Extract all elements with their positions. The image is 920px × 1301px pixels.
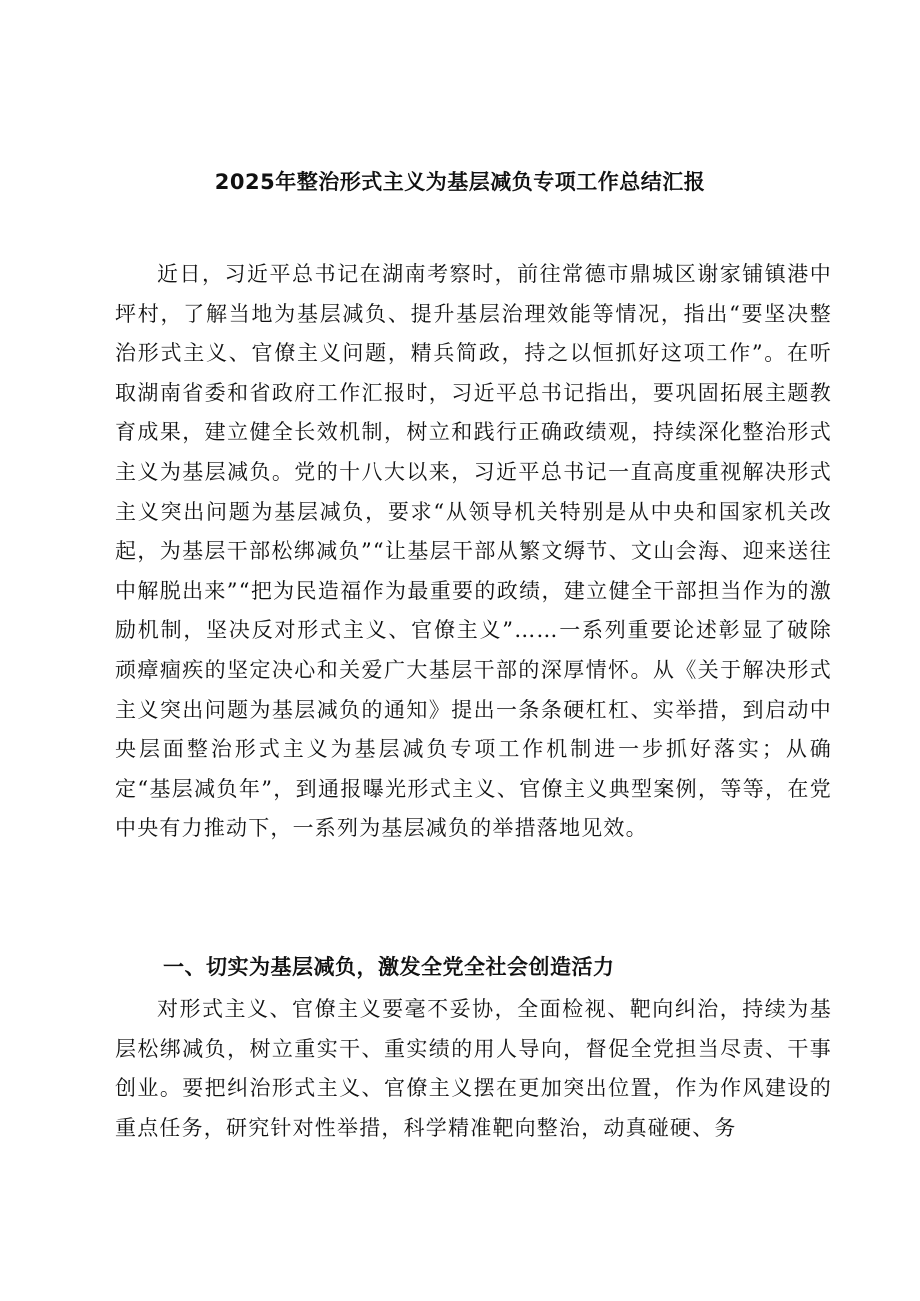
body-paragraph-2: 对形式主义、官僚主义要毫不妥协，全面检视、靶向纠治，持续为基层松绑减负，树立重实干、重实绩的用人导向，督促全党担当尽责、干事创业。要把纠治形式主义、官僚主义摆在更加突出位置，作为作风建设的重点任务，研究针对性举措，科学精准靶向整治，动真碰硬、务: [115, 997, 832, 1140]
section-heading-1: 一、切实为基层减负，激发全党全社会创造活力: [163, 955, 615, 979]
body-paragraph-1: 近日，习近平总书记在湖南考察时，前往常德市鼎城区谢家铺镇港中坪村，了解当地为基层减负、提升基层治理效能等情况，指出“要坚决整治形式主义、官僚主义问题，精兵简政，持之以恒抓好这项工作”。在听取湖南省委和省政府工作汇报时，习近平总书记指出，要巩固拓展主题教育成果，建立健全长效机制，树立和践行正确政绩观，持续深化整治形式主义为基层减负。党的十八大以来，习近平总书记一直高度重视解决形式主义突出问题为基层减负，要求“从领导机关特别是从中央和国家机关改起，为基层干部松绑减负”“让基层干部从繁文缛节、文山会海、迎来送往中解脱出来”“把为民造福作为最重要的政绩，建立健全干部担当作为的激励机制，坚决反对形式主义、官僚主义”……一系列重要论述彰显了破除顽瘴痼疾的坚定决心和关爱广大基层干部的深厚情怀。从《关于解决形式主义突出问题为基层减负的通知》提出一条条硬杠杠、实举措，到启动中央层面整治形式主义为基层减负专项工作机制进一步抓好落实；从确定“基层减负年”，到通报曝光形式主义、官僚主义典型案例，等等，在党中央有力推动下，一系列为基层减负的举措落地见效。: [115, 262, 832, 841]
document-title: 2025年整治形式主义为基层减负专项工作总结汇报: [214, 170, 706, 194]
